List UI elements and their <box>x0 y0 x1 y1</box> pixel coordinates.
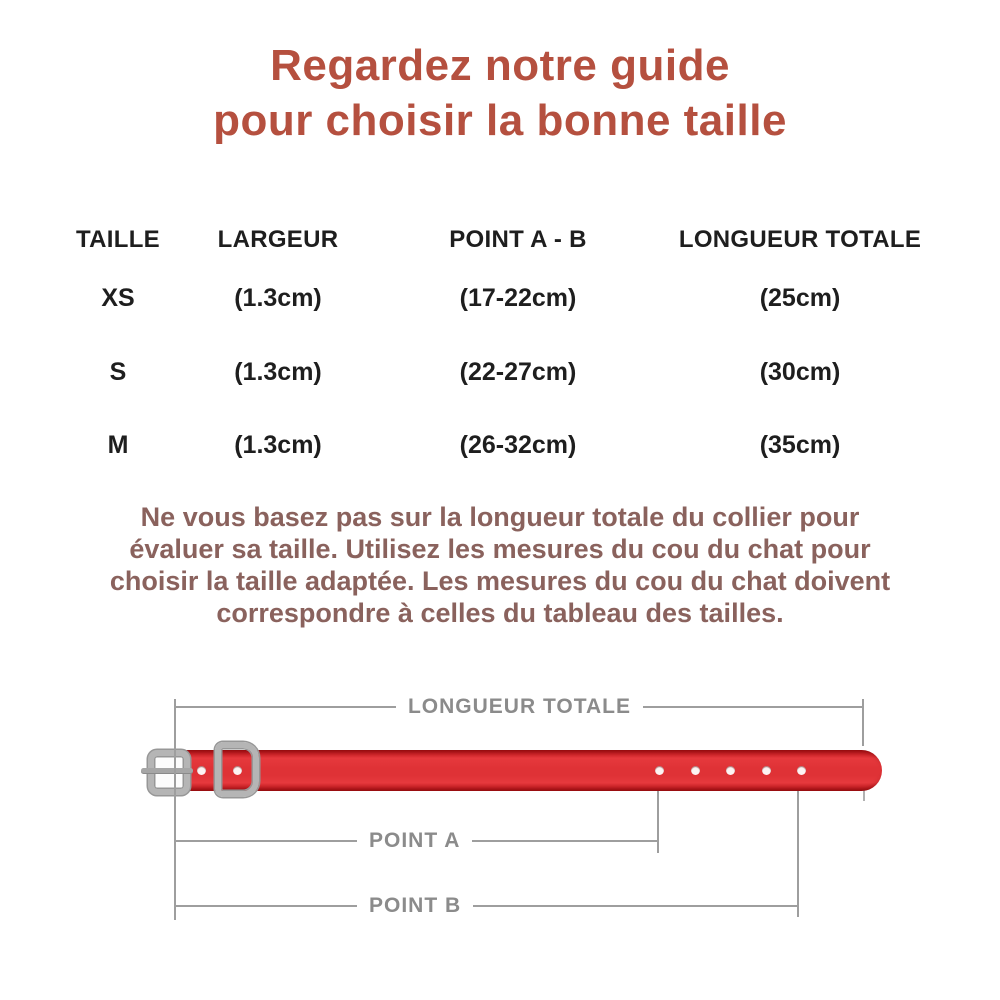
sizing-note-line: Ne vous basez pas sur la longueur totale du collier pour <box>140 502 860 532</box>
right-extent-line <box>862 699 864 746</box>
dimension-line <box>472 840 659 842</box>
collar-hole <box>797 766 806 775</box>
table-row-s <box>40 358 924 386</box>
collar-hole <box>726 766 735 775</box>
collar-hole <box>233 766 242 775</box>
sizing-note-line: choisir la taille adaptée. Les mesures du cou du chat doivent <box>109 566 891 596</box>
cell-pointab: (17-22cm) <box>459 284 577 312</box>
dimension-line <box>175 905 357 907</box>
total-length-label: LONGUEUR TOTALE <box>407 695 632 718</box>
cell-width: (1.3cm) <box>234 358 322 386</box>
cell-size: XS <box>101 284 135 312</box>
dimension-line <box>175 706 396 708</box>
cell-pointab: (22-27cm) <box>459 358 577 386</box>
cell-size: M <box>107 431 129 459</box>
point-b-extent-line <box>797 791 799 917</box>
point-b-label: POINT B <box>369 894 462 917</box>
cell-length: (25cm) <box>759 284 841 312</box>
cell-length: (30cm) <box>759 358 841 386</box>
dimension-line <box>643 706 864 708</box>
cell-width: (1.3cm) <box>234 284 322 312</box>
left-extent-line <box>174 699 176 920</box>
collar-hole <box>762 766 771 775</box>
size-table-header-row <box>40 226 924 254</box>
page-title-line1: Regardez notre guide <box>270 41 730 90</box>
page-title <box>0 38 1000 148</box>
sizing-note-line: évaluer sa taille. Utilisez les mesures du cou du chat pour <box>129 534 871 564</box>
collar-hole <box>691 766 700 775</box>
point-a-label: POINT A <box>369 829 461 852</box>
collar-strap <box>180 750 882 791</box>
table-row-xs <box>40 284 924 312</box>
cell-width: (1.3cm) <box>234 431 322 459</box>
sizing-note <box>0 501 1000 629</box>
collar-illustration <box>146 742 884 797</box>
buckle-prong-icon <box>141 768 193 773</box>
col-header-point-ab: POINT A - B <box>449 226 587 253</box>
cell-pointab: (26-32cm) <box>459 431 577 459</box>
point-a-extent-line <box>657 791 659 853</box>
table-row-m <box>40 431 924 459</box>
col-header-longueur: LONGUEUR TOTALE <box>678 226 922 253</box>
dimension-line <box>175 840 357 842</box>
cell-size: S <box>109 358 127 386</box>
cell-length: (35cm) <box>759 431 841 459</box>
point-a-dimension <box>175 830 659 852</box>
total-length-dimension <box>175 696 864 718</box>
collar-hole <box>655 766 664 775</box>
sizing-note-line: correspondre à celles du tableau des tailles. <box>216 598 784 628</box>
point-b-dimension <box>175 895 798 917</box>
page-title-line2: pour choisir la bonne taille <box>213 96 787 145</box>
dimension-line <box>473 905 798 907</box>
collar-hole <box>197 766 206 775</box>
col-header-largeur: LARGEUR <box>217 226 339 253</box>
col-header-taille: TAILLE <box>75 226 160 253</box>
